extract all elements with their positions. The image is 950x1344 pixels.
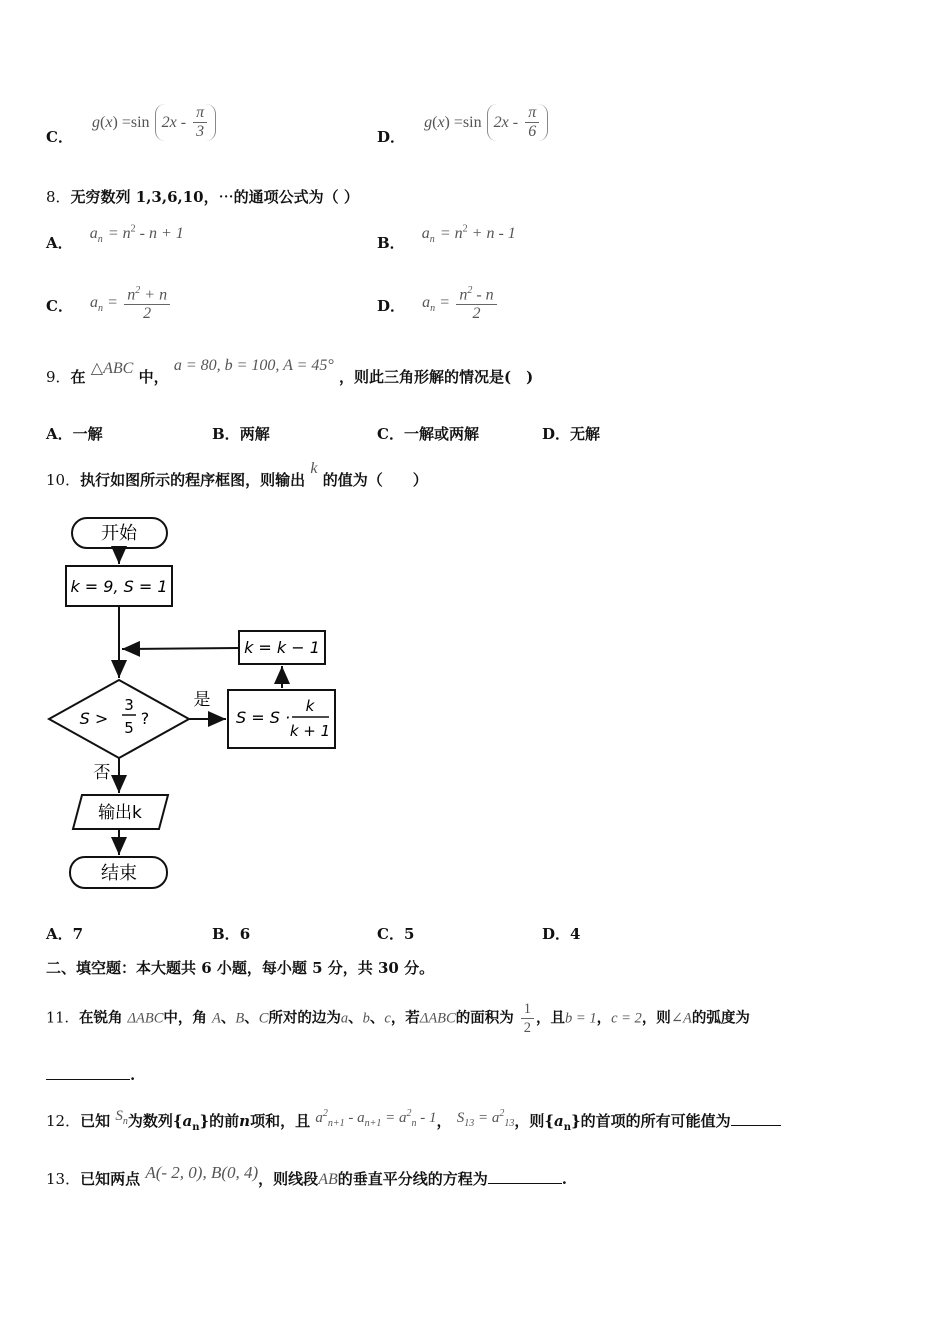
- flow-no: 否: [93, 763, 111, 783]
- q10-option-c: C．5: [377, 925, 415, 943]
- q8-option-d: D． $a_n$ = $\frac{n^2 - n}{2}$: [377, 282, 499, 323]
- flow-output-label: 输出k: [98, 803, 142, 823]
- q10-option-a: A．7: [46, 925, 84, 943]
- flow-decision: [49, 680, 189, 758]
- q11-answer-blank[interactable]: .: [46, 1066, 135, 1084]
- q8-stem: 8．无穷数列 1,3,6,10，⋯的通项公式为（ ）: [46, 188, 359, 206]
- q8-option-b: B． $a_n = n^2 + n - 1$: [377, 223, 516, 252]
- q11-stem: 11．在锐角 ΔABC中，角 A、B、C所对的边为a、b、c，若ΔABC的面积为 $\frac{1}{2}$ ，且b = 1，c = 2，则∠A的弧度为: [46, 1001, 750, 1036]
- fraction: $\frac{1}{2}$: [521, 1000, 534, 1037]
- paren-group: 2x - $\frac{\pi}{6}$: [487, 104, 549, 141]
- q8-option-a: A． $a_n = n^2 - n + 1$: [46, 223, 184, 252]
- q9-option-b: B．两解: [212, 425, 270, 443]
- flow-yes: 是: [193, 690, 211, 710]
- paren-group: 2x - $\frac{\pi}{3}$: [155, 104, 217, 141]
- q12-stem: 12．已知 $S_n$为数列$\{a_n\}$的前n项和，且 $a^2_{n+1} - a_{n+1} = a^2_n - 1$， $S_{13} = a^2_{13}$，则$\{a_n\}$的首项的所有可能值为: [46, 1110, 781, 1133]
- flow-init-label: k = 9, S = 1: [70, 577, 168, 596]
- q9-option-c: C．一解或两解: [377, 425, 479, 443]
- flow-update-k-label: k = k − 1: [244, 638, 320, 657]
- q7-option-c: C． g(x) =sin 2x - $\frac{\pi}{3}$: [46, 104, 216, 141]
- fraction: $\frac{n^2 - n}{2}$: [456, 282, 496, 323]
- flowchart: [40, 510, 350, 895]
- fraction: $\frac{n^2 + n}{2}$: [124, 282, 170, 323]
- q7-option-d: D． g(x) =sin 2x - $\frac{\pi}{6}$: [377, 104, 548, 141]
- q10-stem: 10．执行如图所示的程序框图，则输出 k 的值为（ ）: [46, 460, 428, 489]
- q9-option-a: A．一解: [46, 425, 103, 443]
- flow-update-s-pre: S = S ·: [235, 708, 291, 727]
- option-label: C．: [46, 128, 73, 146]
- flow-cond-post: ?: [140, 709, 150, 728]
- q13-stem: 13．已知两点 A(- 2, 0), B(0, 4)，则线段AB的垂直平分线的方程为 .: [46, 1163, 567, 1188]
- fraction: $\frac{\pi}{3}$: [193, 104, 207, 141]
- q8-option-c: C． $a_n$ = $\frac{n^2 + n}{2}$: [46, 282, 172, 323]
- q9-stem: 9．在 △ABC 中， a = 80, b = 100, A = 45° ，则此三角形解的情况是( ): [46, 357, 534, 386]
- q12-answer-blank[interactable]: [731, 1125, 781, 1126]
- fraction: $\frac{\pi}{6}$: [525, 104, 539, 141]
- flow-cond-den: 5: [124, 719, 134, 737]
- q13-answer-blank[interactable]: [488, 1183, 562, 1184]
- section-title: 二、填空题：本大题共 6 小题，每小题 5 分，共 30 分。: [46, 959, 435, 977]
- q10-option-d: D．4: [542, 925, 581, 943]
- flow-update-s-den: k + 1: [289, 722, 331, 740]
- flow-cond-pre: S >: [79, 709, 109, 728]
- flow-end-label: 结束: [101, 863, 137, 884]
- flow-update-s-num: k: [305, 697, 315, 715]
- option-label: D．: [377, 128, 406, 146]
- flow-cond-num: 3: [124, 696, 134, 714]
- q10-option-b: B．6: [212, 925, 251, 943]
- flow-start-label: 开始: [101, 523, 137, 544]
- q9-option-d: D．无解: [542, 425, 601, 443]
